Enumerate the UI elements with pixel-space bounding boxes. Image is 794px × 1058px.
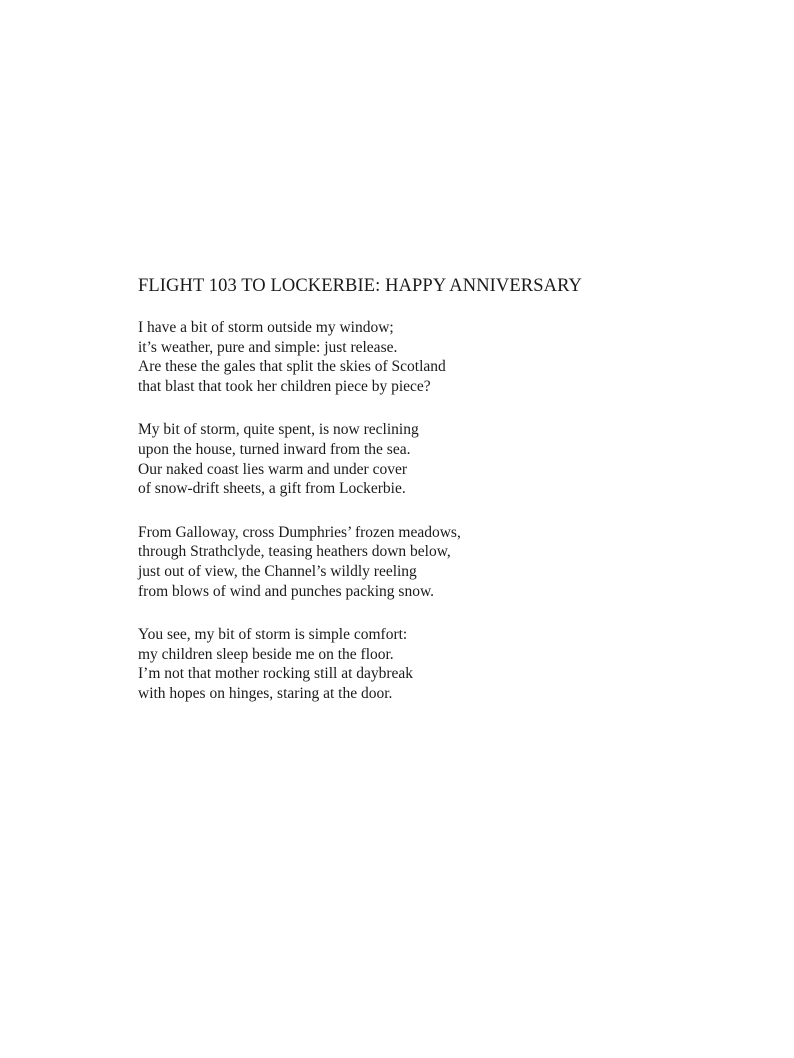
poem-line: from blows of wind and punches packing snow.: [138, 582, 435, 600]
poem-line: I have a bit of storm outside my window;: [138, 319, 394, 336]
stanza-1: [138, 318, 698, 396]
poem-title: FLIGHT 103 TO LOCKERBIE: HAPPY ANNIVERSARY: [138, 276, 582, 296]
poem-line: that blast that took her children piece by piece?: [138, 377, 431, 395]
poem-line: Our naked coast lies warm and under cover: [138, 460, 407, 478]
poem-line: it’s weather, pure and simple: just release.: [138, 338, 398, 356]
stanza-3: [138, 523, 698, 601]
poem-line: my children sleep beside me on the floor.: [138, 645, 394, 663]
poem-line: just out of view, the Channel’s wildly reeling: [138, 562, 417, 580]
poem: [138, 274, 698, 728]
poem-line: From Galloway, cross Dumphries’ frozen meadows,: [138, 523, 461, 541]
stanza-4: [138, 625, 698, 703]
poem-line: You see, my bit of storm is simple comfort:: [138, 626, 408, 644]
poem-line: of snow-drift sheets, a gift from Lockerbie.: [138, 480, 406, 498]
stanza-2: [138, 420, 698, 498]
poem-line: with hopes on hinges, staring at the door.: [138, 684, 393, 702]
poem-line: My bit of storm, quite spent, is now reclining: [138, 421, 419, 439]
poem-line: Are these the gales that split the skies of Scotland: [138, 358, 446, 376]
poem-line: I’m not that mother rocking still at daybreak: [138, 665, 414, 683]
poem-line: upon the house, turned inward from the sea.: [138, 440, 411, 458]
poem-line: through Strathclyde, teasing heathers down below,: [138, 543, 451, 561]
